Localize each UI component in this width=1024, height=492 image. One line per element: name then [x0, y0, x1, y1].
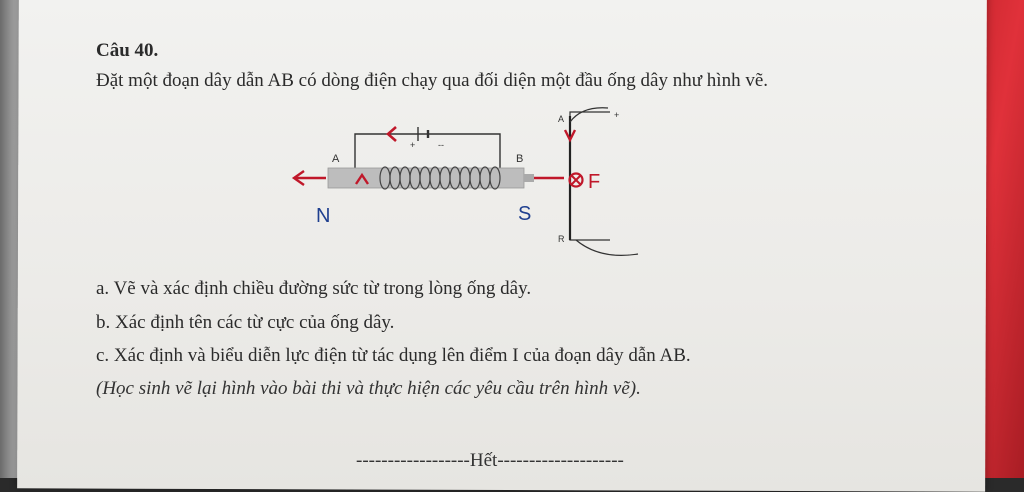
question-part-c: c. Xác định và biểu diễn lực điện từ tác dụng lên điểm I của đoạn dây dẫn AB.: [96, 345, 691, 366]
conductor-lead-bottom: [576, 240, 638, 255]
end-marker: ------------------Hết--------------------: [356, 450, 624, 471]
question-part-b: b. Xác định tên các từ cực của ống dây.: [96, 312, 395, 333]
coil-core: [328, 168, 524, 188]
conductor-plus-label: +: [614, 110, 620, 120]
conductor-label-a: A: [558, 114, 565, 124]
question-stem: Đặt một đoạn dây dẫn AB có dòng điện chạy qua đối diện một đầu ống dây như hình vẽ.: [96, 70, 769, 91]
question-part-a: a. Vẽ và xác định chiều đường sức từ trong lòng ống dây.: [96, 278, 532, 299]
battery-plus-label: +: [410, 140, 416, 150]
pole-n-label: N: [316, 205, 331, 227]
circuit-wire: [355, 134, 500, 168]
force-label: F: [588, 171, 601, 193]
conductor-label-r: R: [558, 234, 565, 244]
pole-s-label: S: [518, 203, 532, 225]
question-title: Câu 40.: [96, 40, 159, 61]
question-note: (Học sinh vẽ lại hình vào bài thi và thực hiện các yêu cầu trên hình vẽ).: [96, 378, 641, 399]
coil-label-a: A: [332, 153, 340, 165]
conductor-lead-top: [570, 108, 608, 122]
coil-figure: [270, 100, 670, 270]
coil-label-b: B: [516, 153, 524, 165]
battery-minus-label: --: [438, 140, 444, 150]
coil-core-tip: [524, 174, 534, 182]
